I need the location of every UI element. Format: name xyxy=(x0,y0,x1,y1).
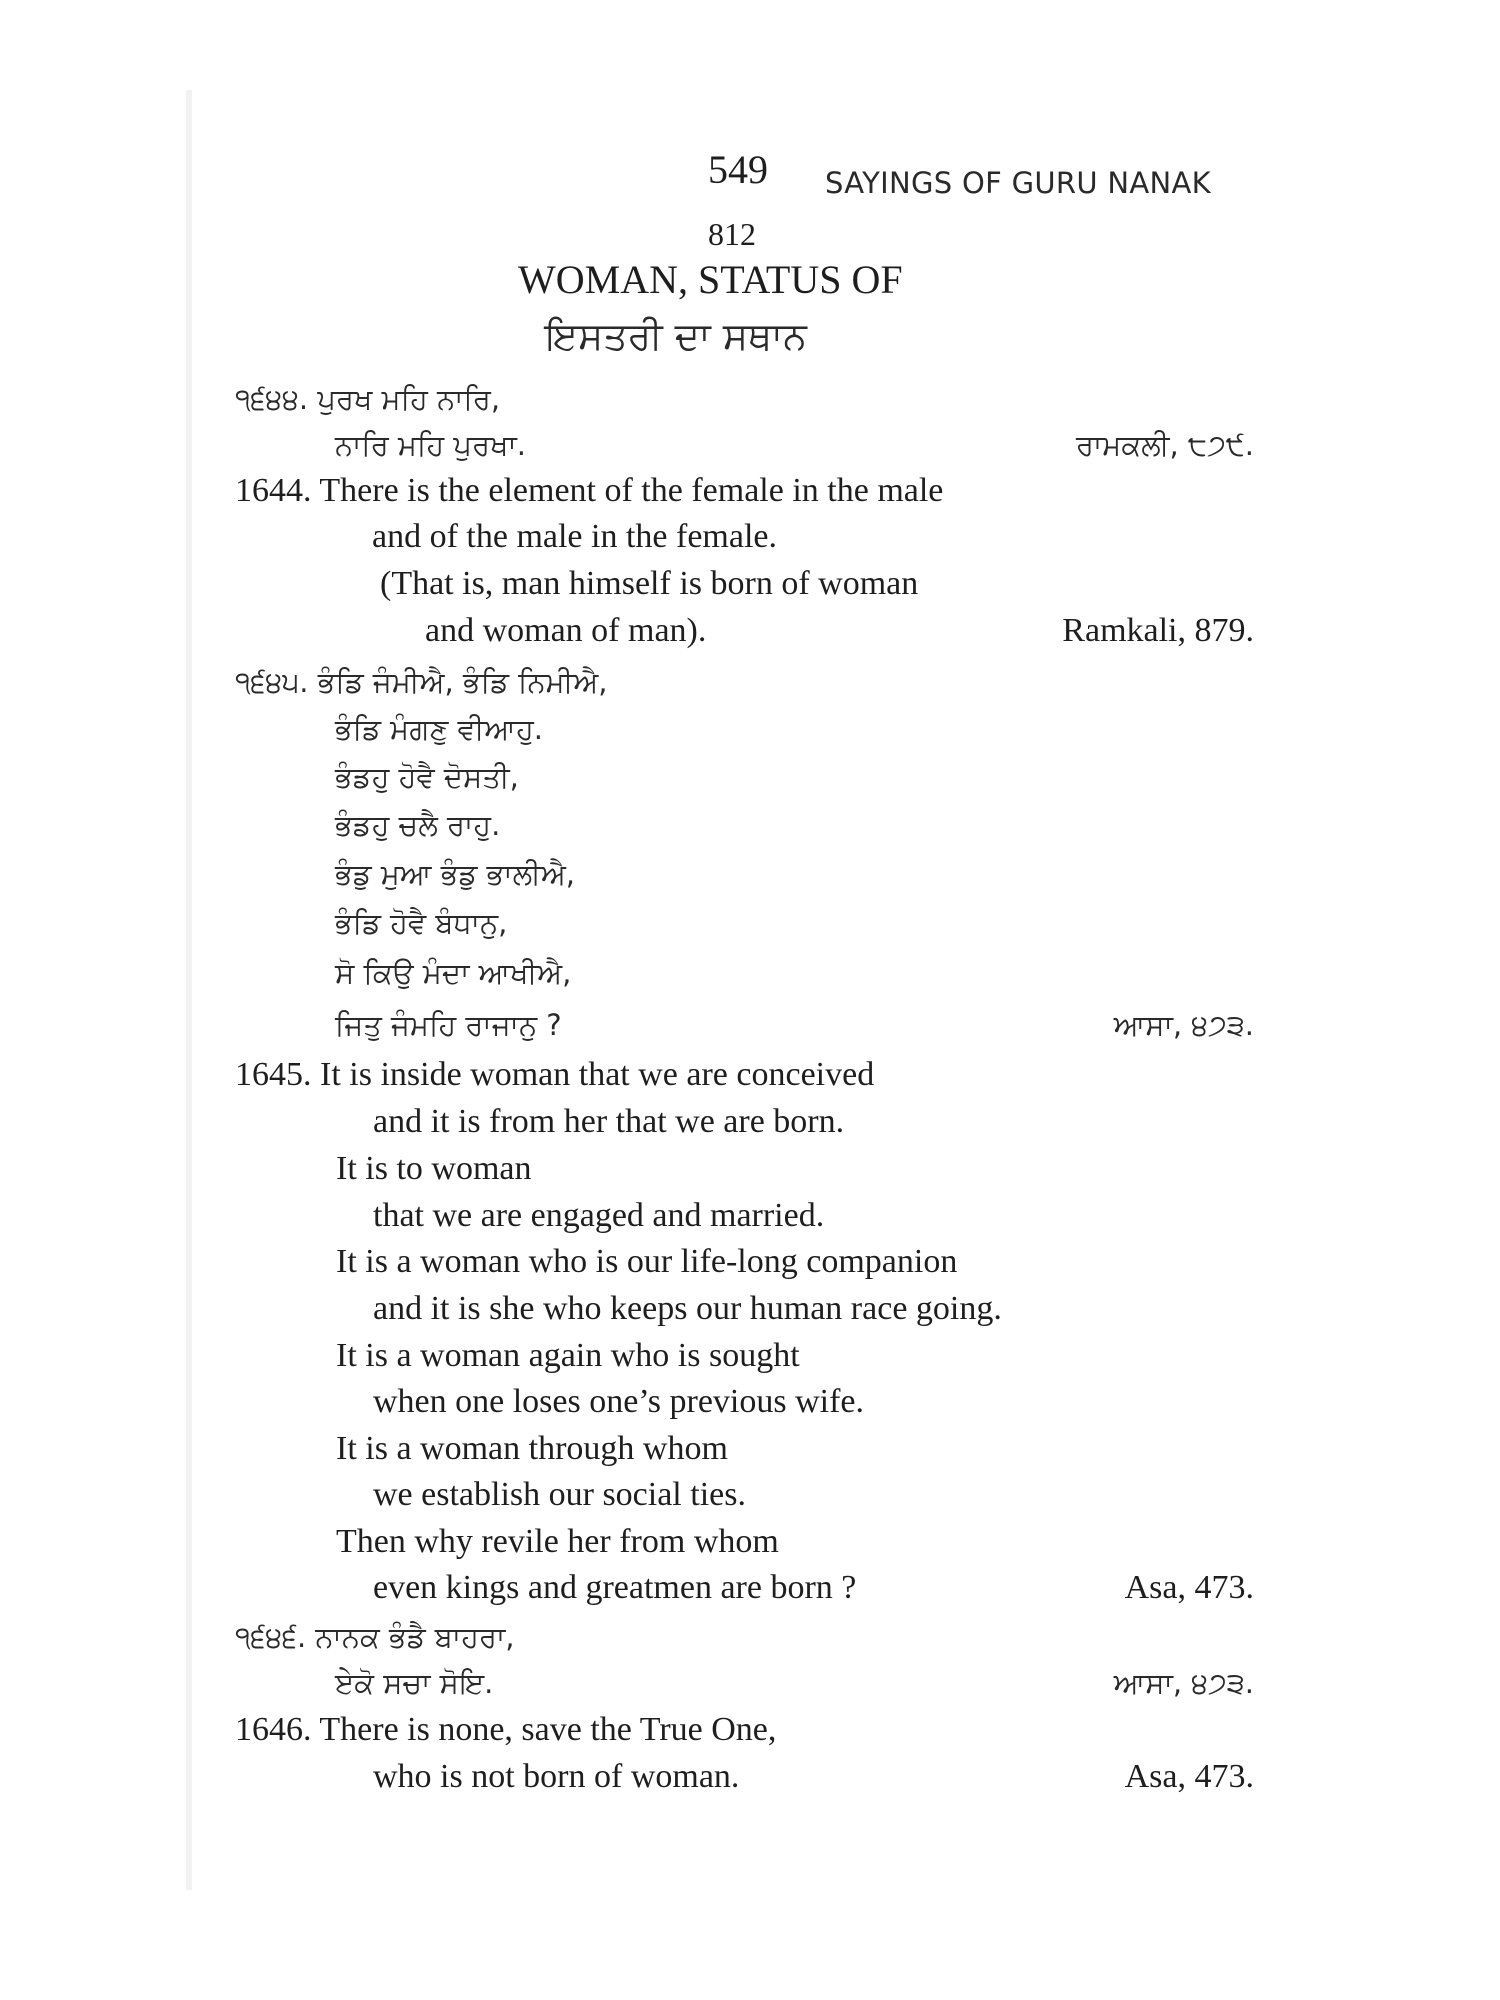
punjabi-line: ਭੰਡਹੁ ਹੋਵੈ ਦੋਸਤੀ, xyxy=(335,760,519,794)
page-number: 549 xyxy=(708,147,768,192)
punjabi-line: ੧੬੪੫. ਭੰਡਿ ਜੰਮੀਐ, ਭੰਡਿ ਨਿਮੀਐ, xyxy=(235,665,608,699)
english-line: we establish our social ties. xyxy=(373,1476,746,1513)
section-punjabi-title: ਇਸਤਰੀ ਦਾ ਸਥਾਨ xyxy=(545,314,807,358)
punjabi-reference: ਰਾਮਕਲੀ, ੮੭੯. xyxy=(1076,428,1254,462)
punjabi-line: ੧੬੪੪. ਪੁਰਖ ਮਹਿ ਨਾਰਿ, xyxy=(235,382,501,416)
english-line: who is not born of woman. xyxy=(373,1758,740,1795)
punjabi-line: ਜਿਤੁ ਜੰਮਹਿ ਰਾਜਾਨੁ ? xyxy=(335,1008,562,1042)
english-line: that we are engaged and married. xyxy=(373,1197,825,1234)
english-line: It is a woman again who is sought xyxy=(336,1337,800,1374)
running-title: SAYINGS OF GURU NANAK xyxy=(825,166,1211,200)
section-title: WOMAN, STATUS OF xyxy=(518,257,903,302)
english-line: when one loses one’s previous wife. xyxy=(373,1383,865,1420)
punjabi-line: ੧੬੪੬. ਨਾਨਕ ਭੰਡੈ ਬਾਹਰਾ, xyxy=(235,1620,515,1654)
punjabi-line: ਏਕੋ ਸਚਾ ਸੋਇ. xyxy=(335,1666,494,1700)
english-reference: Ramkali, 879. xyxy=(1062,612,1254,649)
punjabi-line: ਭੰਡਿ ਮੰਗਣੁ ਵੀਆਹੁ. xyxy=(335,712,544,746)
english-line: and woman of man). xyxy=(425,612,707,649)
english-line: and it is she who keeps our human race going. xyxy=(373,1290,1002,1327)
punjabi-line: ਭੰਡਿ ਹੋਵੈ ਬੰਧਾਨੁ, xyxy=(335,906,508,940)
page-edge-shadow xyxy=(186,90,192,1890)
punjabi-reference: ਆਸਾ, ੪੭੩. xyxy=(1113,1666,1254,1700)
section-number: 812 xyxy=(708,216,756,252)
punjabi-line: ਨਾਰਿ ਮਹਿ ਪੁਰਖਾ. xyxy=(335,428,526,462)
english-line: 1644. There is the element of the female in the male xyxy=(235,472,944,509)
english-line: Then why revile her from whom xyxy=(336,1523,779,1560)
english-line: 1645. It is inside woman that we are conceived xyxy=(235,1056,875,1093)
english-line: It is a woman through whom xyxy=(336,1430,728,1467)
english-line: and it is from her that we are born. xyxy=(373,1103,845,1140)
english-line: It is a woman who is our life-long companion xyxy=(336,1243,958,1280)
english-line: It is to woman xyxy=(336,1150,532,1187)
punjabi-reference: ਆਸਾ, ੪੭੩. xyxy=(1113,1008,1254,1042)
punjabi-line: ਸੋ ਕਿਉ ਮੰਦਾ ਆਖੀਐ, xyxy=(335,956,572,990)
punjabi-line: ਭੰਡੁ ਮੁਆ ਭੰਡੁ ਭਾਲੀਐ, xyxy=(335,857,576,891)
english-reference: Asa, 473. xyxy=(1124,1569,1254,1606)
punjabi-line: ਭੰਡਹੁ ਚਲੈ ਰਾਹੁ. xyxy=(335,808,501,842)
english-line: 1646. There is none, save the True One, xyxy=(235,1711,777,1748)
english-line: even kings and greatmen are born ? xyxy=(373,1569,857,1606)
english-line: and of the male in the female. xyxy=(372,518,777,555)
english-line: (That is, man himself is born of woman xyxy=(380,565,919,602)
english-reference: Asa, 473. xyxy=(1124,1758,1254,1795)
